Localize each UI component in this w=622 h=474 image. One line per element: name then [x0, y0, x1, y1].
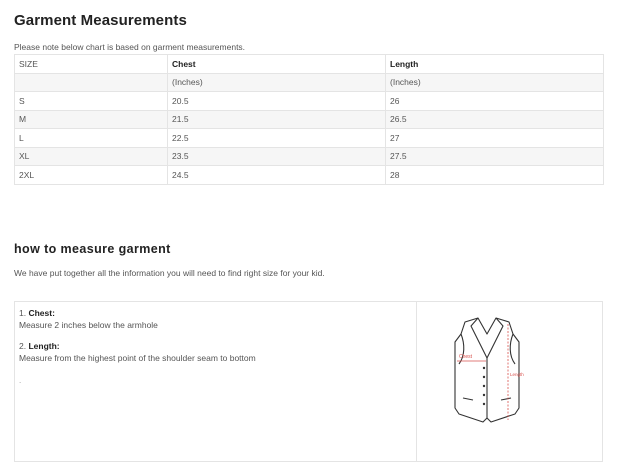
- cell-chest: 21.5: [168, 110, 386, 129]
- unit-chest: (Inches): [168, 73, 386, 92]
- size-chart-table: [14, 54, 604, 185]
- table-units-row: [15, 73, 604, 92]
- step-text: Measure 2 inches below the armhole: [19, 320, 158, 330]
- step-number: 2.: [19, 341, 27, 351]
- step-length: [19, 340, 256, 364]
- header-chest: Chest: [168, 55, 386, 74]
- cell-chest: 20.5: [168, 92, 386, 111]
- cell-size: S: [15, 92, 168, 111]
- chart-note: Please note below chart is based on garment measurements.: [14, 42, 246, 52]
- length-label: Length: [510, 372, 524, 377]
- how-to-intro: We have put together all the information you will need to find right size for your kid.: [14, 268, 325, 278]
- cell-size: M: [15, 110, 168, 129]
- measure-guide-box: [14, 301, 603, 462]
- table-row: [15, 110, 604, 129]
- table-row: [15, 147, 604, 166]
- unit-length: (Inches): [386, 73, 604, 92]
- table-row: [15, 92, 604, 111]
- step-chest: [19, 307, 158, 331]
- how-to-title: how to measure garment: [14, 242, 171, 256]
- trailing-mark: .: [19, 376, 22, 385]
- step-number: 1.: [19, 308, 27, 318]
- step-label: Length:: [28, 341, 60, 351]
- vest-buttons: [483, 367, 485, 405]
- cell-length: 26: [386, 92, 604, 111]
- cell-size: 2XL: [15, 166, 168, 185]
- step-text: Measure from the highest point of the shoulder seam to bottom: [19, 353, 256, 363]
- table-row: [15, 166, 604, 185]
- header-size: SIZE: [15, 55, 168, 74]
- unit-size: [15, 73, 168, 92]
- chest-label: Chest: [459, 354, 473, 360]
- vest-outline: [455, 318, 519, 422]
- measure-marks: [457, 324, 508, 420]
- cell-chest: 24.5: [168, 166, 386, 185]
- cell-length: 26.5: [386, 110, 604, 129]
- cell-length: 27.5: [386, 147, 604, 166]
- measure-instructions: [15, 302, 417, 461]
- step-label: Chest:: [28, 308, 55, 318]
- table-header-row: [15, 55, 604, 74]
- cell-length: 28: [386, 166, 604, 185]
- cell-length: 27: [386, 129, 604, 148]
- table-row: [15, 129, 604, 148]
- page-title: Garment Measurements: [14, 12, 187, 29]
- cell-chest: 23.5: [168, 147, 386, 166]
- vest-diagram: [441, 314, 533, 426]
- cell-chest: 22.5: [168, 129, 386, 148]
- header-length: Length: [386, 55, 604, 74]
- cell-size: L: [15, 129, 168, 148]
- cell-size: XL: [15, 147, 168, 166]
